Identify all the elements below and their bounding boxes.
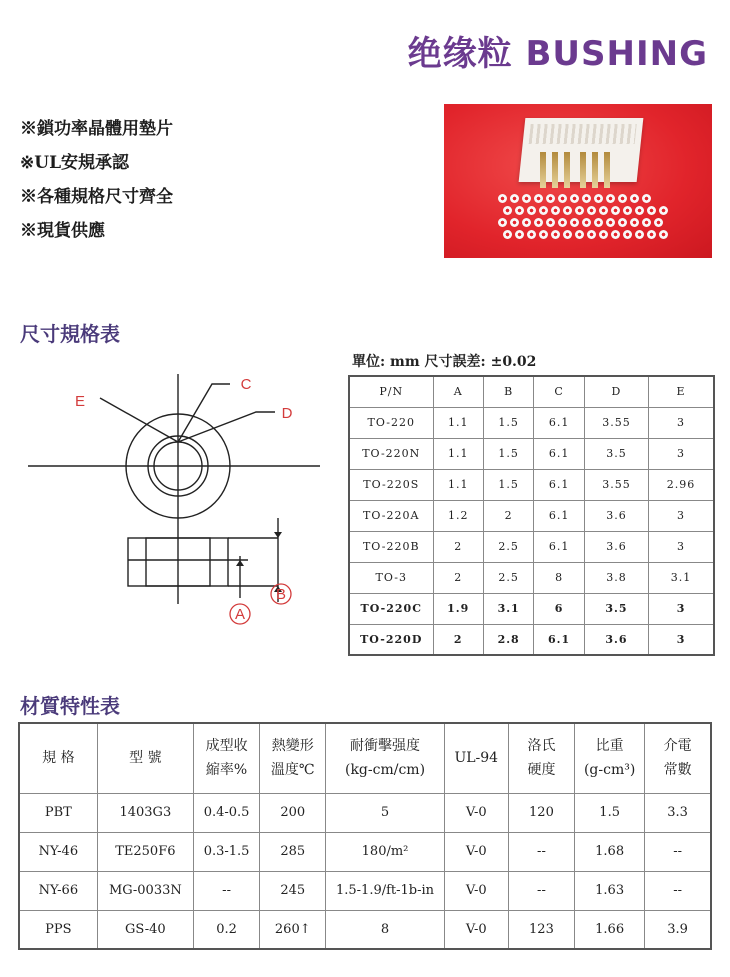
table-cell: NY-46 [19,832,97,871]
table-cell: 3.9 [645,910,711,949]
col-header-line: 縮率% [205,762,248,779]
table-cell: 0.4-0.5 [193,793,259,832]
washer-icon [642,194,651,203]
table-cell: 1.5 [483,407,533,438]
table-cell: 6.1 [534,438,584,469]
washer-icon [575,230,584,239]
col-header-line: 型 號 [129,750,162,767]
table-row [349,593,714,624]
col-header [444,723,508,793]
table-cell: 3.55 [584,407,648,438]
washer-icon [534,218,543,227]
washer-icon [563,230,572,239]
table-cell: 6.1 [534,531,584,562]
washer-icon [522,194,531,203]
washer-icon [618,194,627,203]
table-cell: 1.5-1.9/ft-1b-in [326,871,444,910]
washer-icon [623,206,632,215]
col-header-line: (kg-cm/cm) [344,762,426,779]
washer-icon [515,206,524,215]
col-header-line: UL-94 [454,750,499,767]
washer-icon [582,218,591,227]
table-cell: -- [645,871,711,910]
washer-icon [635,206,644,215]
material-table [18,722,712,950]
washer-icon [570,218,579,227]
washer-icon [558,218,567,227]
washer-icon [647,230,656,239]
table-cell: 3 [649,500,714,531]
washer-icon [498,218,507,227]
col-header-line: 硬度 [527,762,556,779]
washer-icon [551,206,560,215]
transistor-pins [538,152,608,192]
table-cell: 260↑ [260,910,326,949]
table-cell: NY-66 [19,871,97,910]
table-cell: 1.5 [575,793,645,832]
washer-icon [515,230,524,239]
col-header: B [483,376,533,407]
table-cell: 3.5 [584,593,648,624]
washer-icon [582,194,591,203]
washer-icon [510,194,519,203]
table-cell: TO-220A [349,500,433,531]
washer-icon [498,194,507,203]
table-cell: V-0 [444,832,508,871]
washer-icon [575,206,584,215]
table-cell: 6.1 [534,469,584,500]
table-cell: 6 [534,593,584,624]
table-header-row [19,723,711,793]
table-cell: 180/m² [326,832,444,871]
col-header-line: 常數 [663,762,692,779]
feature-item: ※各種規格尺寸齊全 [20,187,173,207]
washer-icon [546,218,555,227]
table-cell: 1.9 [433,593,483,624]
size-section-title: 尺寸規格表 [20,322,120,346]
col-header-line: 比重 [595,738,624,755]
washer-icon [522,218,531,227]
table-cell: 1.66 [575,910,645,949]
col-header-line: 耐衝擊强度 [350,738,421,755]
table-cell: 1.1 [433,469,483,500]
col-header: D [584,376,648,407]
col-header [97,723,193,793]
washer-icon [503,206,512,215]
washer-icon [594,194,603,203]
washer-icon [546,194,555,203]
col-header [508,723,574,793]
table-cell: 3.6 [584,500,648,531]
table-cell: 2.96 [649,469,714,500]
table-cell: 3.5 [584,438,648,469]
table-cell: 3.6 [584,624,648,655]
table-cell: TO-3 [349,562,433,593]
table-cell: 6.1 [534,500,584,531]
table-cell: -- [508,832,574,871]
table-cell: 200 [260,793,326,832]
table-row [19,832,711,871]
table-cell: 3 [649,438,714,469]
table-cell: 123 [508,910,574,949]
washer-icon [539,206,548,215]
table-cell: 2.8 [483,624,533,655]
washer-icon [642,218,651,227]
table-cell: 3.8 [584,562,648,593]
washer-icon [659,206,668,215]
col-header-line: 溫度℃ [270,762,315,779]
table-cell: 3 [649,593,714,624]
table-cell: PPS [19,910,97,949]
table-cell: 2.5 [483,562,533,593]
table-row [349,624,714,655]
table-cell: MG-0033N [97,871,193,910]
label-c: C [240,376,252,393]
table-cell: 1.63 [575,871,645,910]
table-cell: 3 [649,531,714,562]
table-cell: 285 [260,832,326,871]
washer-icon [570,194,579,203]
table-cell: V-0 [444,910,508,949]
washer-icon [599,206,608,215]
table-cell: 3.55 [584,469,648,500]
feature-item: ※鎖功率晶體用墊片 [20,119,173,139]
table-cell: 2 [433,562,483,593]
washer-icon [587,230,596,239]
washer-icon [630,218,639,227]
table-cell: 2.5 [483,531,533,562]
table-cell: 3 [649,624,714,655]
col-header-line: 規 格 [42,750,75,767]
col-header: A [433,376,483,407]
table-cell: 120 [508,793,574,832]
table-cell: 0.3-1.5 [193,832,259,871]
feature-list [20,112,173,248]
table-row [349,531,714,562]
table-cell: -- [645,832,711,871]
table-cell: 3.3 [645,793,711,832]
washer-icon [630,194,639,203]
table-cell: 8 [326,910,444,949]
washer-icon [503,230,512,239]
washer-icon [527,230,536,239]
table-cell: TO-220B [349,531,433,562]
washer-icon [558,194,567,203]
table-cell: 1403G3 [97,793,193,832]
table-row [349,500,714,531]
col-header [645,723,711,793]
col-header: C [534,376,584,407]
washer-icon [551,230,560,239]
washer-icon [647,206,656,215]
table-cell: TE250F6 [97,832,193,871]
table-cell: 3.1 [483,593,533,624]
table-cell: 1.2 [433,500,483,531]
label-d: D [281,405,293,422]
table-row [349,438,714,469]
col-header [326,723,444,793]
bushing-diagram [20,368,340,638]
washer-icon [539,230,548,239]
table-row [349,562,714,593]
table-cell: TO-220C [349,593,433,624]
washer-icon [563,206,572,215]
table-cell: TO-220 [349,407,433,438]
col-header: E [649,376,714,407]
col-header [19,723,97,793]
table-cell: PBT [19,793,97,832]
table-cell: 2 [433,531,483,562]
washer-icon [606,194,615,203]
table-cell: 3.6 [584,531,648,562]
table-cell: 1.1 [433,407,483,438]
table-cell: V-0 [444,871,508,910]
table-header-row [349,376,714,407]
table-cell: 5 [326,793,444,832]
table-row [349,469,714,500]
col-header-line: (g-cm³) [583,762,636,779]
table-row [19,793,711,832]
table-cell: V-0 [444,793,508,832]
washer-icon [594,218,603,227]
col-header: P/N [349,376,433,407]
table-cell: -- [508,871,574,910]
table-cell: TO-220N [349,438,433,469]
table-cell: 2 [483,500,533,531]
feature-item: ※UL安規承認 [20,153,130,173]
col-header-line: 成型收 [205,738,248,755]
label-a: A [234,606,246,623]
page-title: 绝缘粒 BUSHING [407,34,708,74]
table-cell: -- [193,871,259,910]
washer-icon [510,218,519,227]
washer-icon [611,206,620,215]
label-e: E [74,393,86,410]
table-cell: 245 [260,871,326,910]
col-header [575,723,645,793]
table-cell: GS-40 [97,910,193,949]
col-header-line: 介電 [663,738,692,755]
table-cell: TO-220S [349,469,433,500]
table-cell: 6.1 [534,407,584,438]
washer-icon [654,218,663,227]
washer-icon [587,206,596,215]
washer-icon [611,230,620,239]
table-cell: 3.1 [649,562,714,593]
washer-icon [527,206,536,215]
washer-icon [618,218,627,227]
col-header-line: 洛氏 [527,738,556,755]
col-header [193,723,259,793]
size-spec-table [348,375,715,656]
table-cell: 1.1 [433,438,483,469]
table-cell: 1.5 [483,469,533,500]
table-cell: 1.68 [575,832,645,871]
washer-icon [635,230,644,239]
washer-icon [534,194,543,203]
product-photo [444,104,712,258]
col-header-line: 熱變形 [271,738,314,755]
col-header [260,723,326,793]
table-cell: 6.1 [534,624,584,655]
feature-item: ※現貨供應 [20,221,105,241]
table-row [349,407,714,438]
table-cell: 2 [433,624,483,655]
table-cell: 8 [534,562,584,593]
table-row [19,871,711,910]
material-section-title: 材質特性表 [20,694,120,718]
table-cell: TO-220D [349,624,433,655]
table-cell: 0.2 [193,910,259,949]
table-cell: 1.5 [483,438,533,469]
washer-icon [623,230,632,239]
washer-icon [606,218,615,227]
washer-icon [599,230,608,239]
table-cell: 3 [649,407,714,438]
unit-note: 單位: mm 尺寸誤差: ±0.02 [352,354,537,370]
label-b: B [275,586,287,603]
washer-icon [659,230,668,239]
table-row [19,910,711,949]
